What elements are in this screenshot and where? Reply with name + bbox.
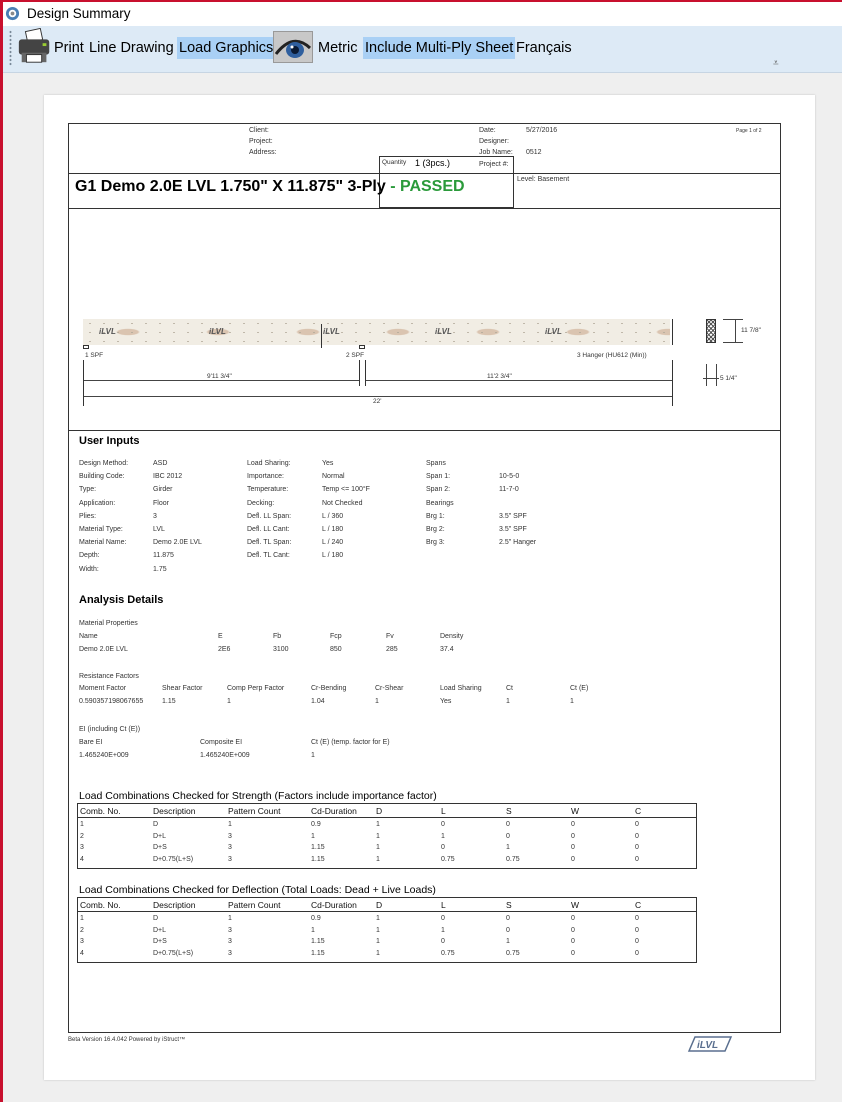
report-page	[44, 95, 815, 1080]
user-input-value: Normal	[322, 473, 345, 481]
resistance-header-cell: Comp Perp Factor	[227, 685, 285, 692]
table-cell: 1	[376, 855, 380, 863]
user-input-value: 3.5" SPF	[499, 512, 527, 520]
table-cell: D+0.75(L+S)	[153, 855, 194, 863]
table-cell: 1	[376, 832, 380, 840]
user-input-label: Depth:	[79, 552, 100, 560]
table-cell: 1	[80, 821, 84, 828]
table-header-cell: D	[376, 900, 383, 910]
material-value-cell: 37.4	[440, 646, 454, 653]
user-input-label: Plies:	[79, 512, 97, 520]
level-label: Level: Basement	[517, 176, 570, 183]
user-input-value: Floor	[153, 499, 169, 507]
date-value: 5/27/2016	[526, 127, 558, 134]
width-dimension: 5 1/4"	[720, 375, 737, 382]
user-input-label: Defl. LL Span:	[247, 512, 292, 520]
material-header-cell: Name	[79, 633, 98, 640]
user-input-label: Material Type:	[79, 526, 123, 533]
include-multiply-sheet-button[interactable]: Include Multi-Ply Sheet	[363, 37, 515, 59]
table-cell: D+0.75(L+S)	[153, 949, 194, 957]
bearing-1-label: 1 SPF	[85, 352, 104, 359]
table-cell: 0	[571, 844, 575, 851]
table-header-cell: Pattern Count	[228, 806, 281, 816]
table-cell: 3	[228, 844, 232, 851]
ei-value-cell: 1.465240E+009	[79, 752, 129, 759]
designer-label: Designer:	[479, 138, 509, 145]
resistance-value-cell: 1	[375, 698, 379, 705]
table-cell: 1.15	[311, 855, 325, 863]
resistance-header-cell: Load Sharing	[440, 685, 482, 692]
header-rule	[69, 173, 780, 174]
user-input-label: Span 1:	[426, 473, 451, 481]
bearing-3-label: 3 Hanger (HU612 (Min))	[577, 352, 647, 359]
table-cell: D+S	[153, 938, 167, 945]
user-input-value: 11.875	[153, 552, 174, 560]
depth-dim-top	[723, 319, 743, 320]
hanger-marker	[672, 319, 673, 345]
user-input-value: L / 180	[322, 552, 344, 560]
eye-icon	[274, 32, 312, 62]
page-number: Page 1 of 2	[736, 128, 762, 134]
francais-button[interactable]: Français	[516, 40, 572, 56]
table-cell: 1	[441, 832, 445, 840]
table-cell: 0	[571, 949, 575, 957]
table-cell: 0	[635, 926, 639, 934]
table-cell: 1	[311, 926, 315, 934]
table-cell: D+L	[153, 926, 167, 934]
resistance-value-cell: Yes	[440, 698, 452, 705]
user-input-label: Spans	[426, 460, 446, 467]
user-input-label: Importance:	[247, 473, 284, 481]
title-rule	[69, 208, 780, 209]
width-dim-line	[703, 378, 719, 379]
table-cell: 1.15	[311, 938, 325, 945]
table-cell: 0.9	[311, 915, 321, 922]
table-header-cell: Cd-Duration	[311, 806, 357, 816]
resistance-header-cell: Ct (E)	[570, 685, 589, 692]
resistance-value-cell: 1	[506, 698, 510, 705]
beam-logo-4: iLVL	[435, 327, 452, 336]
table-header-cell: W	[571, 900, 580, 910]
resistance-value-cell: 0.590357198067655	[79, 698, 144, 705]
table-cell: 0	[571, 855, 575, 863]
user-input-value: 3	[153, 512, 157, 520]
client-label: Client:	[249, 127, 269, 134]
midspan-marker	[321, 324, 322, 348]
dim-tick-mid-a	[359, 360, 360, 386]
beam-drawing	[83, 319, 670, 345]
user-input-value: Not Checked	[322, 499, 363, 507]
table-cell: 2	[80, 832, 84, 840]
ilvl-logo-text: iLVL	[697, 1040, 719, 1051]
user-input-value: ASD	[153, 460, 168, 467]
user-input-value: Girder	[153, 486, 173, 494]
table-header-cell: Comb. No.	[80, 806, 121, 816]
table-cell: 0	[571, 821, 575, 828]
table-cell: 0	[506, 915, 510, 922]
table-header-cell: Description	[153, 806, 196, 816]
user-input-value: Temp <= 100°F	[322, 486, 370, 494]
table-cell: 0.75	[506, 855, 520, 863]
table-cell: 0	[635, 915, 639, 922]
strength-table	[77, 803, 697, 869]
user-input-value: 1.75	[153, 565, 167, 573]
toolbar-grip[interactable]	[9, 30, 12, 66]
table-cell: 0	[635, 844, 639, 851]
table-cell: 0	[571, 915, 575, 922]
table-cell: 1	[376, 938, 380, 945]
table-header-cell: L	[441, 806, 446, 816]
passed-status: PASSED	[399, 178, 465, 195]
table-header-cell: C	[635, 900, 642, 910]
date-label: Date:	[479, 127, 496, 134]
print-button[interactable]: Print	[54, 40, 84, 56]
document-viewer[interactable]	[3, 73, 842, 1102]
table-cell: 0	[635, 938, 639, 945]
table-cell: 1	[506, 938, 510, 945]
table-cell: 1	[376, 821, 380, 828]
table-cell: 4	[80, 949, 84, 957]
table-header-cell: Pattern Count	[228, 900, 281, 910]
table-cell: 0	[635, 832, 639, 840]
depth-dim-bottom	[723, 342, 743, 343]
resistance-header-cell: Moment Factor	[79, 685, 127, 692]
toolbar-overflow-icon[interactable]: ⩡	[773, 58, 779, 69]
resistance-header-cell: Cr-Shear	[375, 685, 404, 692]
table-cell: 0	[441, 821, 445, 828]
user-input-label: Design Method:	[79, 460, 129, 467]
table-cell: 0	[571, 926, 575, 934]
analysis-details-title: Analysis Details	[79, 594, 164, 606]
table-cell: 0	[441, 844, 445, 851]
line-drawing-button[interactable]: Line Drawing	[89, 40, 174, 56]
deflection-table-title: Load Combinations Checked for Deflection (Total Loads: Dead + Live Loads)	[79, 884, 436, 896]
table-cell: 1	[506, 844, 510, 851]
user-input-value: 10-5-0	[499, 473, 520, 481]
quantity-value: 1 (3pcs.)	[415, 158, 451, 168]
cross-section-drawing	[706, 319, 716, 343]
user-input-label: Building Code:	[79, 473, 125, 481]
printer-icon[interactable]	[16, 28, 54, 66]
table-cell: 3	[80, 844, 84, 851]
table-cell: 0.75	[441, 855, 455, 863]
table-header-cell: Description	[153, 900, 196, 910]
toolbar	[3, 26, 842, 73]
table-cell: D	[153, 915, 159, 922]
table-cell: 0	[635, 855, 639, 863]
ei-header-cell: Bare EI	[79, 739, 103, 746]
quantity-label: Quantity	[382, 159, 407, 166]
user-input-value: L / 240	[322, 539, 344, 547]
address-label: Address:	[249, 149, 277, 156]
user-input-value: Demo 2.0E LVL	[153, 539, 202, 547]
beam-logo-3: iLVL	[323, 327, 340, 336]
ei-value-cell: 1.465240E+009	[200, 752, 250, 759]
beam-title-text: G1 Demo 2.0E LVL 1.750" X 11.875" 3-Ply	[75, 178, 386, 195]
view-toggle-button[interactable]	[273, 31, 313, 63]
total-length: 22'	[373, 398, 382, 405]
table-cell: 1.15	[311, 949, 325, 957]
table-cell: 0	[571, 938, 575, 945]
total-dimension	[83, 396, 672, 397]
table-cell: 1	[311, 832, 315, 840]
table-header-cell: W	[571, 806, 580, 816]
table-header-cell: D	[376, 806, 383, 816]
beam-title	[75, 178, 465, 196]
depth-dim-line	[735, 319, 736, 343]
table-cell: 1	[228, 915, 232, 922]
dim-tick-right	[672, 360, 673, 406]
ilvl-logo	[685, 1035, 733, 1053]
material-header-cell: Fcp	[330, 633, 342, 640]
version-footer: Beta Version 16.4.042 Powered by iStruct™	[68, 1037, 186, 1043]
span-1-length: 9'11 3/4"	[207, 373, 232, 380]
beam-title-dash: -	[385, 178, 400, 195]
job-name-label: Job Name:	[479, 149, 513, 156]
user-input-label: Brg 1:	[426, 512, 445, 520]
user-input-label: Defl. TL Cant:	[247, 552, 290, 560]
user-input-value: L / 180	[322, 526, 344, 533]
strength-table-title: Load Combinations Checked for Strength (Factors include importance factor)	[79, 790, 437, 802]
material-value-cell: 850	[330, 646, 342, 653]
table-header-cell: Cd-Duration	[311, 900, 357, 910]
table-cell: 4	[80, 855, 84, 863]
user-input-value: LVL	[153, 526, 165, 533]
table-cell: 0	[441, 938, 445, 945]
ei-value-cell: 1	[311, 752, 315, 759]
report-content	[68, 123, 781, 1033]
user-input-value: 2.5" Hanger	[499, 539, 537, 547]
user-input-value: IBC 2012	[153, 473, 183, 481]
bearing-2-label: 2 SPF	[346, 352, 365, 359]
table-cell: 0	[635, 821, 639, 828]
ei-label: EI (including Ct (E))	[79, 726, 141, 733]
user-input-value: 11-7-0	[499, 486, 519, 494]
user-input-value: Yes	[322, 460, 334, 467]
table-header-cell: Comb. No.	[80, 900, 121, 910]
table-cell: 1	[441, 926, 445, 934]
table-header-cell: S	[506, 806, 512, 816]
material-value-cell: 2E6	[218, 646, 231, 653]
user-input-label: Defl. LL Cant:	[247, 526, 290, 533]
table-header-rule	[78, 911, 696, 912]
material-header-cell: Fv	[386, 633, 394, 640]
table-cell: 0	[506, 926, 510, 934]
beam-logo-2: iLVL	[209, 327, 226, 336]
span-2-length: 11'2 3/4"	[487, 373, 512, 380]
resistance-value-cell: 1.04	[311, 698, 325, 705]
table-cell: 2	[80, 926, 84, 934]
resistance-header-cell: Ct	[506, 685, 513, 692]
material-header-cell: Density	[440, 633, 464, 640]
table-cell: 3	[228, 855, 232, 863]
table-cell: 0.9	[311, 821, 321, 828]
project-number-label: Project #:	[479, 161, 509, 168]
drawing-rule	[69, 430, 780, 431]
material-value-cell: 285	[386, 646, 398, 653]
resistance-factors-label: Resistance Factors	[79, 673, 139, 680]
user-input-value: 3.5" SPF	[499, 526, 527, 533]
table-cell: 1	[376, 844, 380, 851]
title-bar	[3, 2, 842, 26]
resistance-header-cell: Shear Factor	[162, 685, 203, 692]
table-header-cell: L	[441, 900, 446, 910]
beam-logo-1: iLVL	[99, 327, 116, 336]
material-properties-label: Material Properties	[79, 620, 138, 627]
user-input-label: Application:	[79, 499, 116, 507]
metric-button[interactable]: Metric	[318, 40, 358, 56]
table-cell: 1.15	[311, 844, 325, 851]
material-value-cell: Demo 2.0E LVL	[79, 646, 128, 653]
table-cell: 3	[80, 938, 84, 945]
user-input-label: Defl. TL Span:	[247, 539, 292, 547]
user-input-label: Brg 3:	[426, 539, 445, 547]
width-dim-right	[716, 364, 717, 386]
material-header-cell: E	[218, 633, 223, 640]
table-cell: D	[153, 821, 159, 828]
deflection-table	[77, 897, 697, 963]
span-2-dimension	[365, 380, 672, 381]
user-input-label: Span 2:	[426, 486, 451, 494]
load-graphics-button[interactable]: Load Graphics	[177, 37, 275, 59]
table-cell: D+S	[153, 844, 167, 851]
table-cell: 3	[228, 938, 232, 945]
depth-dimension: 11 7/8"	[741, 327, 761, 334]
material-value-cell: 3100	[273, 646, 289, 653]
user-input-label: Brg 2:	[426, 526, 445, 533]
bearing-2-marker	[359, 345, 365, 349]
user-input-label: Material Name:	[79, 539, 127, 547]
table-cell: 0	[506, 821, 510, 828]
dim-tick-mid-b	[365, 360, 366, 386]
resistance-header-cell: Cr-Bending	[311, 685, 347, 692]
material-header-cell: Fb	[273, 633, 282, 640]
beam-logo-5: iLVL	[545, 327, 562, 336]
user-inputs-title: User Inputs	[79, 435, 140, 447]
table-cell: 0	[441, 915, 445, 922]
table-cell: 0.75	[506, 949, 520, 957]
table-cell: 3	[228, 926, 232, 934]
project-label: Project:	[249, 138, 273, 145]
window-title: Design Summary	[27, 6, 131, 21]
table-header-cell: C	[635, 806, 642, 816]
table-cell: 3	[228, 832, 232, 840]
table-cell: 3	[228, 949, 232, 957]
user-input-value: L / 360	[322, 512, 344, 520]
resistance-value-cell: 1	[227, 698, 231, 705]
span-1-dimension	[83, 380, 359, 381]
dim-tick-left	[83, 360, 84, 406]
table-cell: 0	[571, 832, 575, 840]
resistance-value-cell: 1.15	[162, 698, 176, 705]
table-header-cell: S	[506, 900, 512, 910]
user-input-label: Type:	[79, 486, 97, 494]
width-dim-left	[706, 364, 707, 386]
table-cell: D+L	[153, 832, 167, 840]
job-name-value: 0512	[526, 149, 542, 156]
app-icon	[5, 6, 20, 21]
table-cell: 1	[228, 821, 232, 828]
resistance-value-cell: 1	[570, 698, 574, 705]
user-input-label: Width:	[79, 565, 99, 573]
bearing-1-marker	[83, 345, 89, 349]
table-cell: 1	[80, 915, 84, 922]
table-cell: 1	[376, 949, 380, 957]
user-input-label: Load Sharing:	[247, 460, 291, 467]
table-cell: 0.75	[441, 949, 455, 957]
user-input-label: Decking:	[247, 499, 275, 507]
table-cell: 0	[506, 832, 510, 840]
ei-header-cell: Ct (E) (temp. factor for E)	[311, 739, 390, 746]
user-input-label: Temperature:	[247, 486, 289, 494]
user-input-label: Bearings	[426, 499, 454, 507]
table-cell: 1	[376, 915, 380, 922]
table-header-rule	[78, 817, 696, 818]
table-cell: 0	[635, 949, 639, 957]
table-cell: 1	[376, 926, 380, 934]
ei-header-cell: Composite EI	[200, 739, 243, 746]
